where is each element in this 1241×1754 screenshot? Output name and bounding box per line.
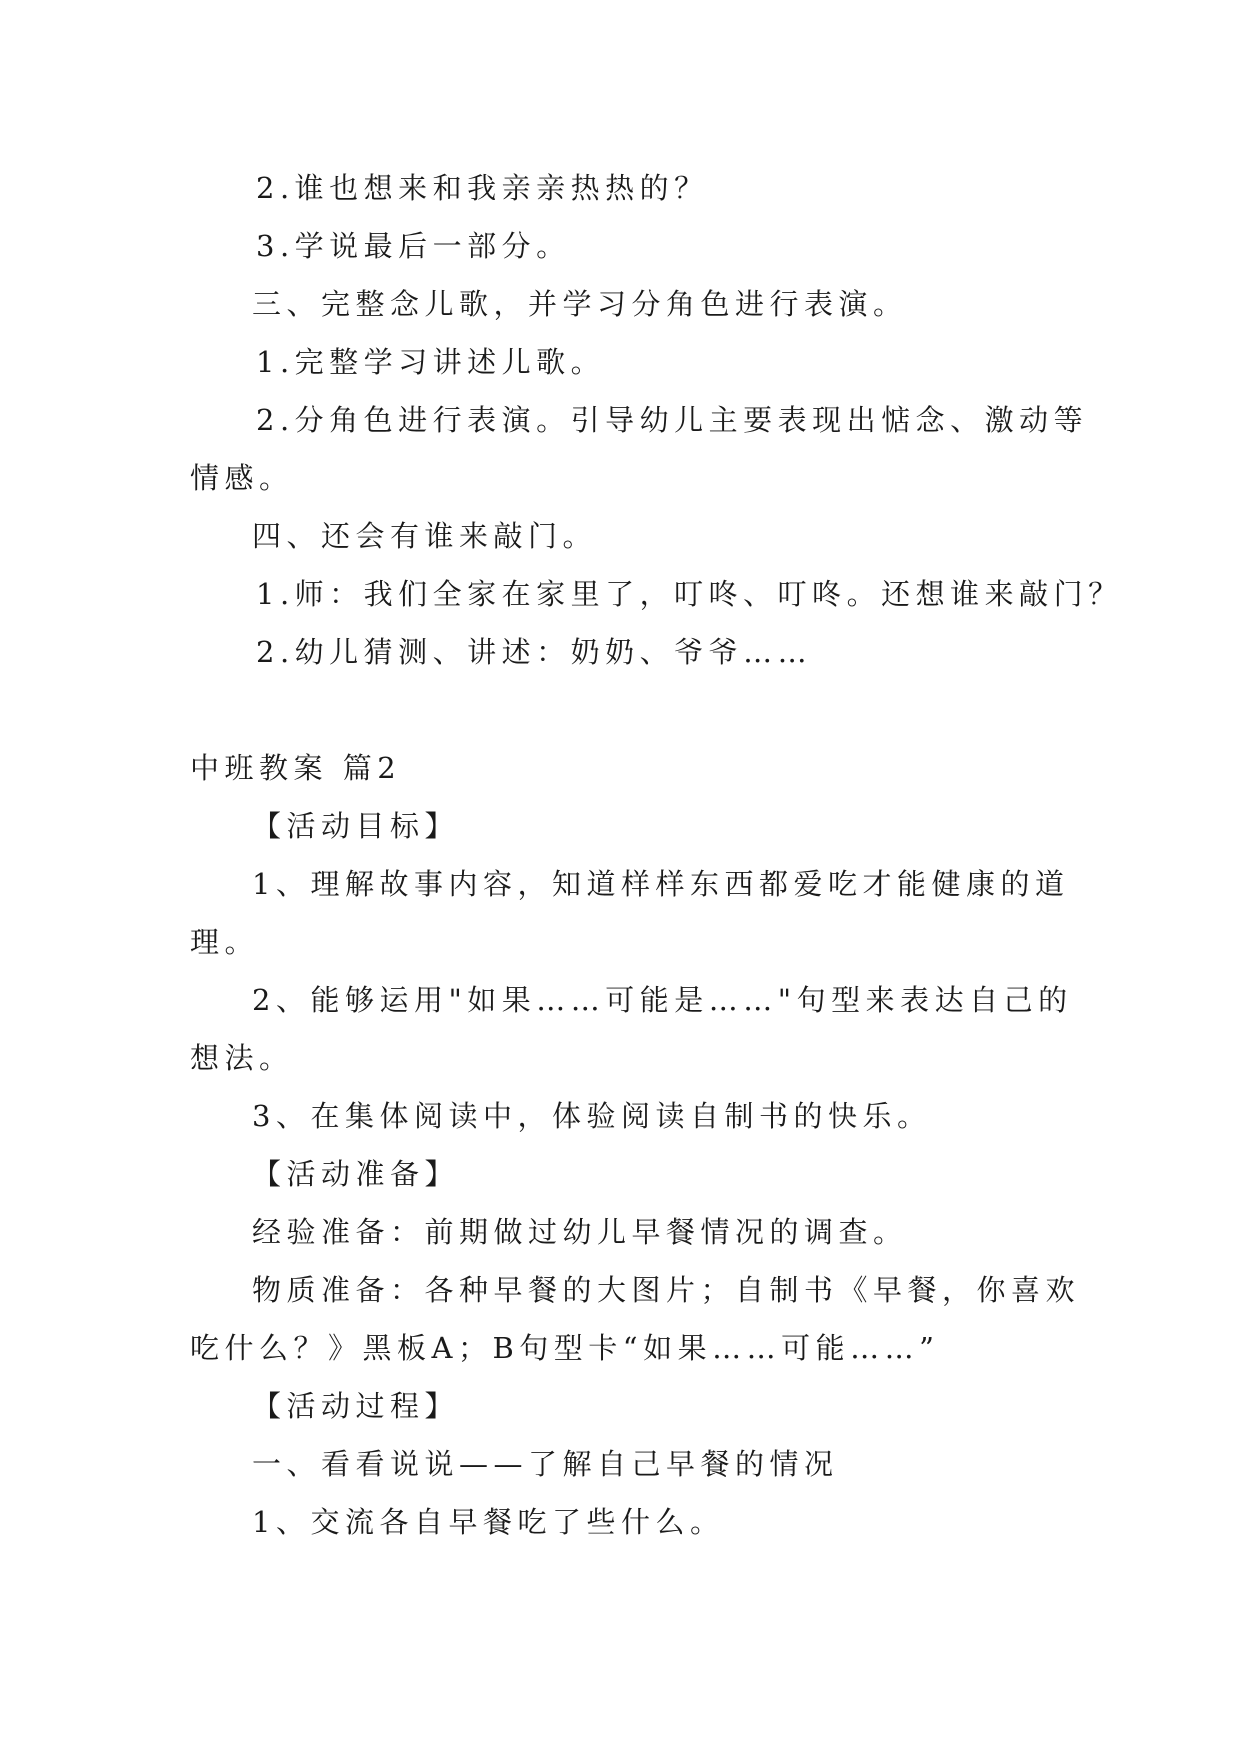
list-item: 2.分角色进行表演。引导幼儿主要表现出惦念、激动等 [256, 403, 1089, 437]
paragraph: 物质准备：各种早餐的大图片；自制书《早餐，你喜欢 [252, 1273, 1081, 1307]
paragraph-continuation: 理。 [190, 925, 260, 959]
paragraph: 一、看看说说——了解自己早餐的情况 [252, 1447, 839, 1481]
paragraph-continuation: 吃什么？》黑板A；B句型卡“如果……可能……” [190, 1331, 940, 1365]
list-item: 3.学说最后一部分。 [256, 229, 571, 263]
section-heading: 【活动目标】 [252, 809, 460, 843]
section-heading: 三、完整念儿歌，并学习分角色进行表演。 [252, 287, 908, 321]
list-item: 1、理解故事内容，知道样样东西都爱吃才能健康的道 [252, 867, 1070, 901]
paragraph-continuation: 情感。 [190, 461, 294, 495]
section-heading: 【活动过程】 [252, 1389, 460, 1423]
list-item: 2.幼儿猜测、讲述：奶奶、爷爷…… [256, 635, 813, 669]
list-item: 2.谁也想来和我亲亲热热的？ [256, 171, 709, 205]
list-item: 1、交流各自早餐吃了些什么。 [252, 1505, 725, 1539]
article-title: 中班教案 篇2 [190, 751, 402, 785]
section-heading: 【活动准备】 [252, 1157, 460, 1191]
section-heading: 四、还会有谁来敲门。 [252, 519, 598, 553]
list-item: 1.完整学习讲述儿歌。 [256, 345, 606, 379]
paragraph-continuation: 想法。 [190, 1041, 294, 1075]
list-item: 3、在集体阅读中，体验阅读自制书的快乐。 [252, 1099, 932, 1133]
paragraph: 经验准备：前期做过幼儿早餐情况的调查。 [252, 1215, 908, 1249]
list-item: 2、能够运用"如果……可能是……"句型来表达自己的 [252, 983, 1073, 1017]
list-item: 1.师：我们全家在家里了，叮咚、叮咚。还想谁来敲门？ [256, 577, 1123, 611]
